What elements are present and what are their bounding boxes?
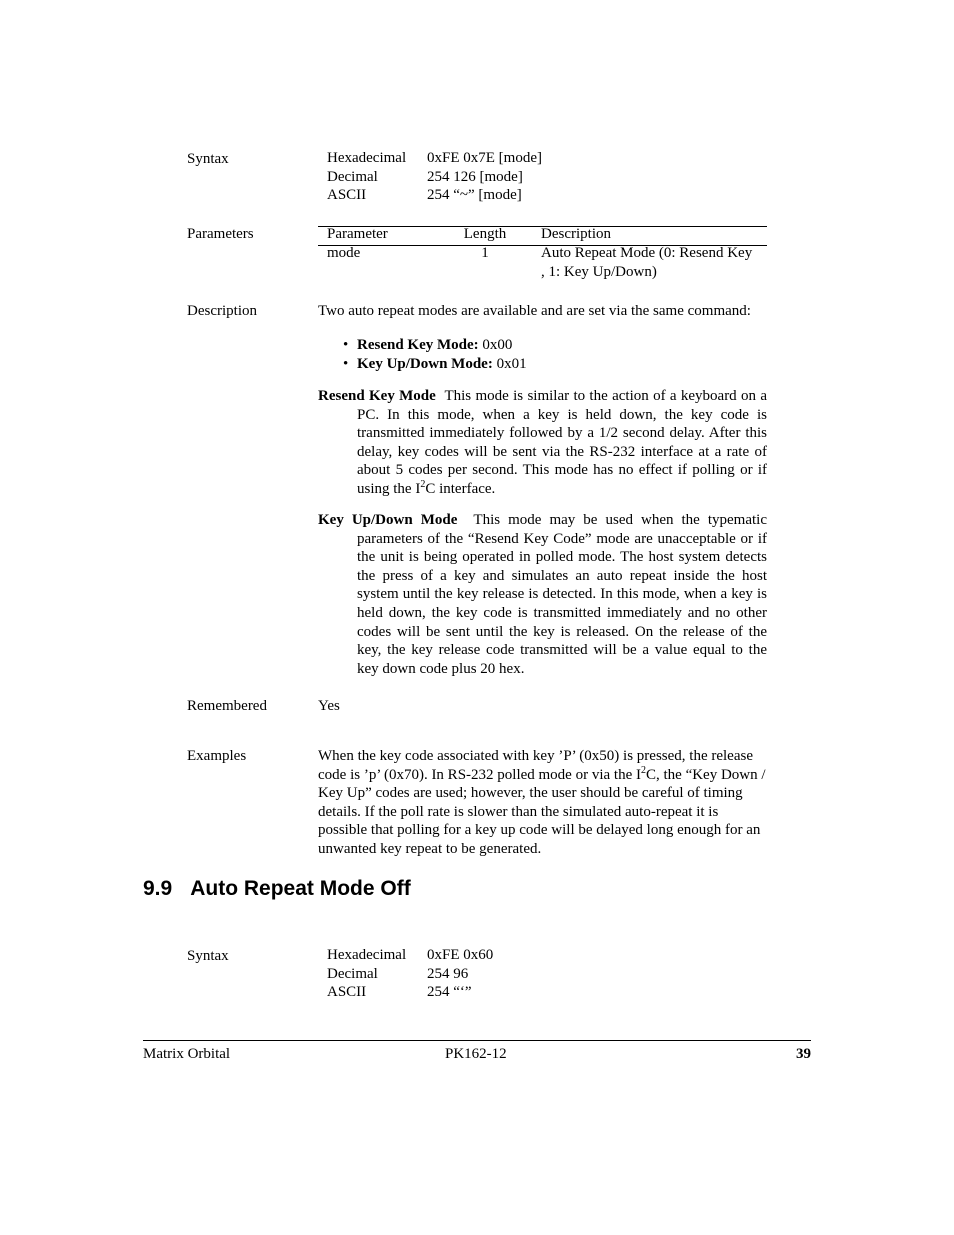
syntax-label: Syntax <box>187 948 229 964</box>
syntax-value: 0xFE 0x7E [mode] <box>427 150 542 166</box>
key-up-down-mode-term: Key Up/Down Mode <box>318 512 458 528</box>
syntax-value: 254 “‘” <box>427 984 472 1001</box>
section-number: 9.9 <box>143 877 173 900</box>
footer-rule <box>143 1040 811 1041</box>
superscript: 2 <box>420 478 426 490</box>
syntax-table <box>327 946 567 1002</box>
syntax-type: Decimal <box>327 168 378 185</box>
mode-list <box>341 336 527 373</box>
syntax-value: 254 96 <box>427 965 469 982</box>
examples-text: When the key code associated with key ’P’ (0x50) is pressed, the release code is ’p’ (0x70). In RS-232 polled mode or via the I <box>318 748 753 783</box>
cell-description <box>533 244 767 281</box>
syntax-value: 0xFE 0x60 <box>427 947 494 963</box>
description-label: Description <box>187 303 257 319</box>
list-value: 0x00 <box>482 337 513 353</box>
description-intro: Two auto repeat modes are available and are set via the same command: <box>318 303 751 319</box>
cell-length: 1 <box>481 245 489 261</box>
superscript: 2 <box>640 764 646 776</box>
section-heading <box>143 877 411 901</box>
syntax-value: 254 126 [mode] <box>427 168 523 185</box>
resend-key-mode-term: Resend Key Mode <box>318 388 436 404</box>
header-length: Length <box>463 226 507 242</box>
list-item <box>341 336 527 355</box>
header-description: Description <box>541 226 611 242</box>
page-number: 39 <box>796 1046 811 1062</box>
remembered-label: Remembered <box>187 698 267 714</box>
footer-center: PK162-12 <box>445 1046 507 1062</box>
cell-parameter: mode <box>327 245 361 261</box>
resend-key-mode-text-end: C interface. <box>425 480 496 497</box>
parameters-label: Parameters <box>187 226 254 242</box>
parameters-table <box>318 225 767 244</box>
bullet-icon: • <box>343 337 349 353</box>
list-term: Resend Key Mode: <box>357 337 479 353</box>
examples-paragraph <box>318 747 770 859</box>
cell-description-line: Auto Repeat Mode (0: Resend Key <box>541 245 753 261</box>
key-up-down-mode-text: This mode may be used when the typematic parameters of the “Resend Key Code” mode are unacceptable or if the unit is being operated in polled mode. The host system detects the press of a key and simulates an auto repeat inside the host system until the key release is detected. In this mode, when a key is held down, the key code is transmitted immediately and no other codes will be sent until the key is released. On the release of the key, the key release code transmitted will be a value equal to the key down code plus 20 hex. <box>357 512 767 677</box>
footer-left: Matrix Orbital <box>143 1046 231 1062</box>
examples-label: Examples <box>187 748 247 764</box>
table-row <box>318 244 767 281</box>
syntax-type: ASCII <box>327 187 367 204</box>
syntax-type: Decimal <box>327 965 378 982</box>
list-item <box>341 355 527 374</box>
parameters-row <box>318 244 767 281</box>
remembered-value: Yes <box>318 698 340 714</box>
section-title: Auto Repeat Mode Off <box>190 877 411 900</box>
table-header-row <box>318 225 767 244</box>
syntax-type: ASCII <box>327 984 367 1001</box>
examples-text-end: C, the “Key Down / Key Up” codes are used; however, the user should be careful of timing details. If the poll rate is slower than the simulated auto-repeat it is possible that polling for a key up code will be delayed long enough for an unwanted key repeat to be generated. <box>318 766 766 857</box>
resend-key-mode-paragraph <box>318 387 767 499</box>
list-value: 0x01 <box>496 355 527 372</box>
syntax-value: 254 “~” [mode] <box>427 187 522 204</box>
syntax-label: Syntax <box>187 151 229 167</box>
syntax-type: Hexadecimal <box>327 150 407 166</box>
resend-key-mode-text: This mode is similar to the action of a keyboard on a PC. In this mode, when a key is held down, the key code is transmitted immediately followed by a 1/2 second delay. After this delay, key codes will be sent via the RS-232 interface at a rate of about 5 codes per second. This mode has no effect if polling or if using the I <box>357 388 767 497</box>
bullet-icon: • <box>343 355 349 372</box>
list-term: Key Up/Down Mode: <box>357 355 493 372</box>
syntax-table <box>327 149 567 205</box>
key-up-down-mode-paragraph <box>318 511 767 678</box>
header-parameter: Parameter <box>327 226 388 242</box>
cell-description-line: , 1: Key Up/Down) <box>541 263 657 280</box>
syntax-type: Hexadecimal <box>327 947 407 963</box>
